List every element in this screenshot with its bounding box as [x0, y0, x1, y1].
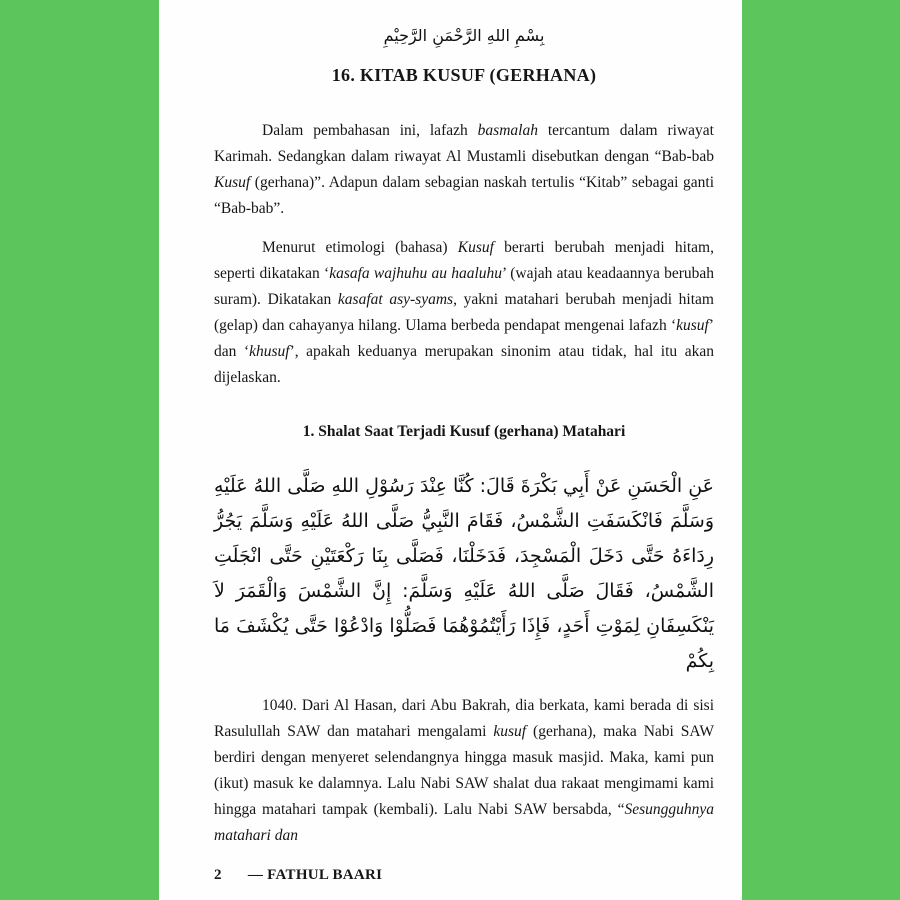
paragraph-etymology: Menurut etimologi (bahasa) Kusuf berarti berubah menjadi hitam, seperti dikatakan ‘kasafa wajhuhu au haaluhu’ (wajah atau keadaannya berubah suram). Dikatakan kasafat asy-syams, yakni matahari berubah menjadi hitam (gelap) dan cahayanya hilang. Ulama berbeda pendapat mengenai lafazh ‘kusuf’ dan ‘khusuf’, apakah keduanya merupakan sinonim atau tidak, hal itu akan dijelaskan. — [214, 239, 714, 386]
paragraph-hadith-translation: 1040. Dari Al Hasan, dari Abu Bakrah, dia berkata, kami berada di sisi Rasulullah SAW dan matahari mengalami kusuf (gerhana), maka Nabi SAW berdiri dengan menyeret selendangnya hingga masuk masjid. Maka, kami pun (ikut) masuk ke dalamnya. Lalu Nabi SAW shalat dua rakaat mengimami kami hingga matahari tampak (kembali). Lalu Nabi SAW bersabda, “Sesungguhnya matahari dan — [214, 697, 714, 844]
chapter-title: 16. KITAB KUSUF (GERHANA) — [331, 65, 597, 85]
book-title: — FATHUL BAARI — [247, 867, 383, 883]
page-footer — [214, 867, 382, 884]
page-number: 2 — [214, 867, 222, 883]
book-page — [159, 0, 742, 900]
hadith-arabic-text: عَنِ الْحَسَنِ عَنْ أَبِي بَكْرَةَ قَالَ: كُنَّا عِنْدَ رَسُوْلِ اللهِ صَلَّى اللهُ عَلَيْهِ وَسَلَّمَ فَانْكَسَفَتِ الشَّمْسُ، فَقَامَ النَّبِيُّ صَلَّى اللهُ عَلَيْهِ وَسَلَّمَ يَجُرُّ رِدَاءَهُ حَتَّى دَخَلَ الْمَسْجِدَ، فَدَخَلْنَا، فَصَلَّى بِنَا رَكْعَتَيْنِ حَتَّى انْجَلَتِ الشَّمْسُ، فَقَالَ صَلَّى اللهُ عَلَيْهِ وَسَلَّمَ: إِنَّ الشَّمْسَ وَالْقَمَرَ لاَ يَنْكَسِفَانِ لِمَوْتِ أَحَدٍ، فَإِذَا رَأَيْتُمُوْهُمَا فَصَلُّوْا وَادْعُوْا حَتَّى يُكْشَفَ مَا بِكُمْ — [214, 475, 714, 672]
bismillah-calligraphy: بِسْمِ اللهِ الرَّحْمَنِ الرَّحِيْمِ — [383, 26, 545, 45]
section-heading: 1. Shalat Saat Terjadi Kusuf (gerhana) Matahari — [302, 423, 626, 440]
paragraph-basmalah-note: Dalam pembahasan ini, lafazh basmalah tercantum dalam riwayat Karimah. Sedangkan dalam riwayat Al Mustamli disebutkan dengan “Bab-bab Kusuf (gerhana)”. Adapun dalam sebagian naskah tertulis “Kitab” sebagai ganti “Bab-bab”. — [214, 122, 714, 217]
